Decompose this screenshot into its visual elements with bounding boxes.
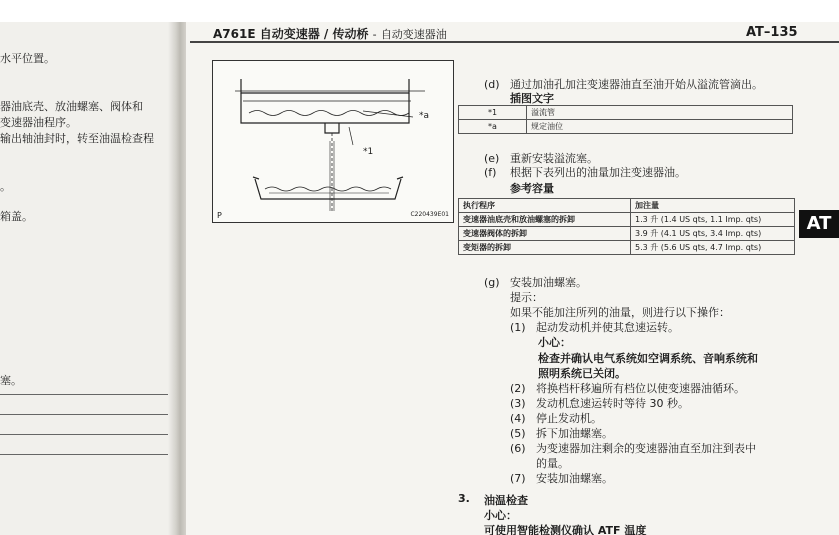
substep-label: (4) — [510, 412, 526, 425]
left-table-rule — [0, 394, 168, 395]
table-row — [459, 106, 793, 120]
substep-label: (2) — [510, 382, 526, 395]
procedure-cell: 变速器阀体的拆卸 — [459, 227, 631, 241]
step-label: (f) — [484, 166, 497, 179]
substep-text: 安装加油螺塞。 — [536, 472, 613, 485]
substep-text: 拆下加油螺塞。 — [536, 427, 613, 440]
substep-label: (3) — [510, 397, 526, 410]
page-number: AT–135 — [746, 25, 798, 40]
substep-5 — [510, 425, 613, 441]
table-row — [459, 227, 795, 241]
header-rule — [190, 41, 839, 43]
figure-corner-letter: P — [217, 211, 222, 220]
illustration — [212, 60, 454, 223]
step-text: 根据下表列出的油量加注变速器油。 — [510, 166, 686, 179]
substep-text: 起动发动机并使其怠速运转。 — [536, 321, 679, 334]
table-row — [459, 241, 795, 255]
header-title-text: A761E 自动变速器 / 传动桥 — [213, 27, 369, 41]
caution-line: 照明系统已关闭。 — [538, 367, 626, 380]
section-caution-text: 可使用智能检测仪确认 ATF 温度 — [484, 524, 647, 535]
figure-code: C220439E01 — [410, 211, 449, 218]
substep-6 — [510, 440, 756, 456]
figure-label-a: *a — [419, 111, 430, 121]
caption-reference-capacity: 参考容量 — [510, 182, 554, 195]
column-header: 加注量 — [631, 199, 795, 213]
substep-text: 发动机怠速运转时等待 30 秒。 — [536, 397, 689, 410]
legend-value: 规定油位 — [527, 120, 793, 134]
section-number: 3. — [458, 492, 470, 505]
left-line: 变速器油程序。 — [0, 116, 77, 129]
top-margin — [0, 0, 839, 22]
hint-title: 提示： — [510, 291, 543, 304]
left-table-rule — [0, 454, 168, 455]
amount-cell: 1.3 升 (1.4 US qts, 1.1 Imp. qts) — [631, 213, 795, 227]
step-g — [484, 274, 587, 290]
step-text: 通过加油孔加注变速器油直至油开始从溢流管滴出。 — [510, 78, 763, 91]
left-table-rule — [0, 434, 168, 435]
header-subtitle: 自动变速器油 — [380, 28, 447, 41]
legend-key: *a — [459, 120, 527, 134]
substep-label: (7) — [510, 472, 526, 485]
left-table-rule — [0, 414, 168, 415]
caution-line: 检查并确认电气系统如空调系统、音响系统和 — [538, 352, 758, 365]
substep-text: 将换档杆移遍所有档位以使变速器油循环。 — [536, 382, 745, 395]
figure-label-1: *1 — [363, 147, 374, 157]
substep-label: (5) — [510, 427, 526, 440]
substep-text: 停止发动机。 — [536, 412, 602, 425]
page-header-title — [213, 25, 447, 42]
step-text: 重新安装溢流塞。 — [510, 152, 598, 165]
drain-pan-diagram — [213, 61, 455, 224]
section-title: 油温检查 — [484, 494, 528, 507]
substep-6-continued: 的量。 — [536, 457, 569, 470]
section-tab-at: AT — [799, 210, 839, 238]
caution-title: 小心： — [538, 336, 571, 349]
left-line: 。 — [0, 180, 11, 193]
step-f — [484, 164, 686, 180]
step-label: (g) — [484, 276, 500, 289]
substep-label: (6) — [510, 442, 526, 455]
section-caution-title: 小心： — [484, 509, 517, 522]
left-line: 器油底壳、放油螺塞、阀体和 — [0, 100, 143, 113]
procedure-cell: 变矩器的拆卸 — [459, 241, 631, 255]
left-line: 水平位置。 — [0, 52, 55, 65]
hint-text: 如果不能加注所列的油量，则进行以下操作： — [510, 306, 730, 319]
substep-3 — [510, 395, 689, 411]
legend-value: 溢流管 — [527, 106, 793, 120]
left-page — [0, 22, 174, 535]
header-separator: - — [372, 28, 377, 41]
substep-2 — [510, 380, 745, 396]
table-row — [459, 120, 793, 134]
capacity-table — [458, 198, 795, 255]
amount-cell: 3.9 升 (4.1 US qts, 3.4 Imp. qts) — [631, 227, 795, 241]
legend-table — [458, 105, 793, 134]
substep-1 — [510, 319, 679, 335]
procedure-cell: 变速器油底壳和放油螺塞的拆卸 — [459, 213, 631, 227]
left-line: 输出轴油封时，转至油温检查程 — [0, 132, 154, 145]
column-header: 执行程序 — [459, 199, 631, 213]
caption-illustration-text: 插图文字 — [510, 92, 554, 105]
substep-4 — [510, 410, 602, 426]
substep-text: 为变速器加注剩余的变速器油直至加注到表中 — [536, 442, 756, 455]
left-line: 箱盖。 — [0, 210, 33, 223]
step-label: (d) — [484, 78, 500, 91]
legend-key: *1 — [459, 106, 527, 120]
substep-7 — [510, 470, 613, 486]
step-label: (e) — [484, 152, 500, 165]
substep-label: (1) — [510, 321, 526, 334]
amount-cell: 5.3 升 (5.6 US qts, 4.7 Imp. qts) — [631, 241, 795, 255]
step-text: 安装加油螺塞。 — [510, 276, 587, 289]
table-header-row — [459, 199, 795, 213]
table-row — [459, 213, 795, 227]
left-line: 塞。 — [0, 374, 22, 387]
